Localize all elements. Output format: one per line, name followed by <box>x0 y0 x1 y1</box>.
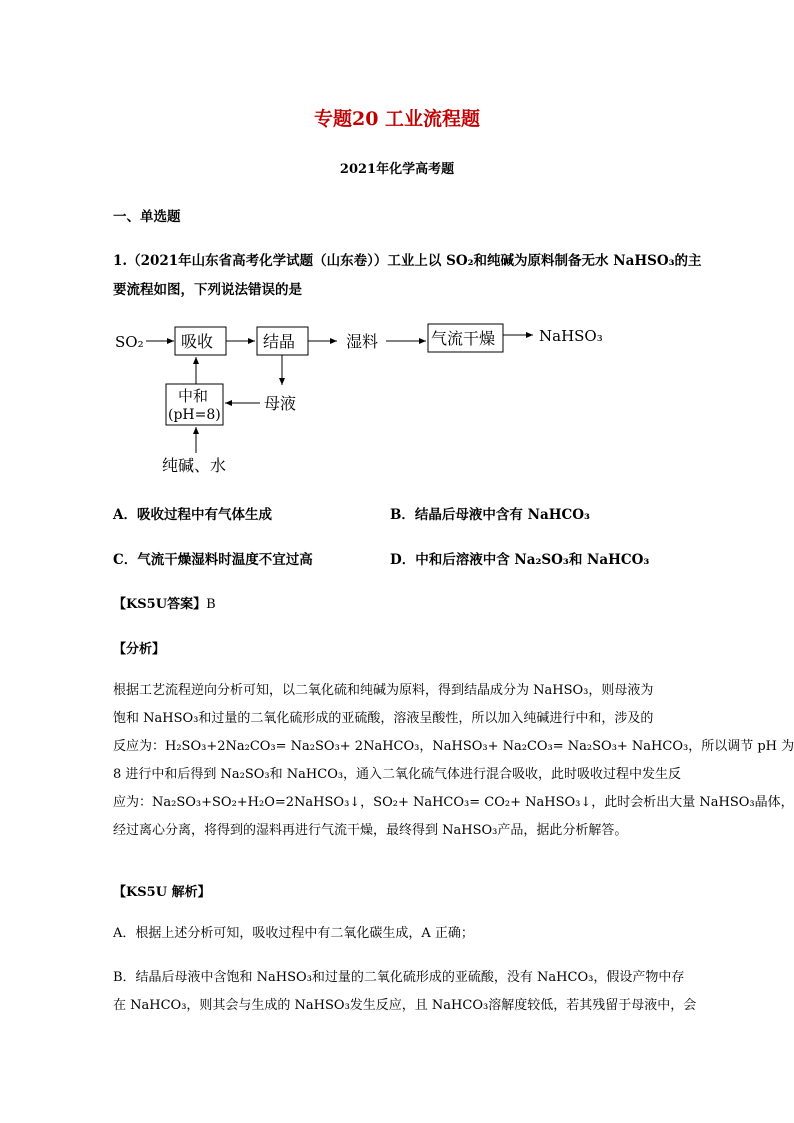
explanation-item-a: A．根据上述分析可知，吸收过程中有二氧化碳生成，A 正确； <box>113 926 474 941</box>
process-flow-diagram <box>110 315 630 480</box>
product-label: NaHSO₃ <box>539 327 603 345</box>
section-heading: 一、单选题 <box>113 209 181 225</box>
answer-value: B <box>206 597 216 612</box>
analysis-label: 【分析】 <box>113 642 166 657</box>
explanation-b-line: B．结晶后母液中含饱和 NaHSO₃和过量的二氧化硫形成的亚硫酸，没有 NaHCO₃，假设产物中存 <box>113 970 685 985</box>
analysis-line: 反应为：H₂SO₃+2Na₂CO₃= Na₂SO₃+ 2NaHCO₃，NaHSO₃+ Na₂CO₃= Na₂SO₃+ NaHCO₃，所以调节 pH 为 <box>113 739 794 754</box>
wet-material-label: 湿料 <box>346 332 379 351</box>
option-b: B．结晶后母液中含有 NaHCO₃ <box>390 507 590 523</box>
explanation-b-line: 在 NaHCO₃，则其会与生成的 NaHSO₃发生反应，且 NaHCO₃溶解度较低，若其残留于母液中，会 <box>113 998 697 1013</box>
question-line-1: 1.（2021年山东省高考化学试题（山东卷））工业上以 SO₂和纯碱为原料制备无水 NaHSO₃的主 <box>113 253 702 269</box>
ph-label: (pH=8) <box>168 407 221 423</box>
option-c: C．气流干燥湿料时温度不宜过高 <box>113 552 313 568</box>
answer-row <box>113 593 216 612</box>
absorb-label: 吸收 <box>181 332 214 351</box>
option-d: D．中和后溶液中含 Na₂SO₃和 NaHCO₃ <box>390 552 650 568</box>
analysis-block <box>113 677 794 845</box>
page-title: 专题20 工业流程题 <box>313 108 481 130</box>
explanation-item-b <box>113 964 696 1020</box>
analysis-line: 应为：Na₂SO₃+SO₂+H₂O=2NaHSO₃↓，SO₂+ NaHCO₃= CO₂+ NaHSO₃↓，此时会析出大量 NaHSO₃晶体， <box>113 795 794 810</box>
analysis-line: 经过离心分离，将得到的湿料再进行气流干燥，最终得到 NaHSO₃产品，据此分析解答。 <box>113 823 628 838</box>
airflow-dry-label: 气流干燥 <box>431 329 496 348</box>
so2-label: SO₂ <box>115 333 144 351</box>
answer-label: 【KS5U答案】 <box>113 597 207 612</box>
inputs-label: 纯碱、水 <box>162 456 227 475</box>
neutralize-label: 中和 <box>178 387 209 405</box>
analysis-line: 饱和 NaHSO₃和过量的二氧化硫形成的亚硫酸，溶液呈酸性，所以加入纯碱进行中和，涉及的 <box>113 711 654 726</box>
option-a: A．吸收过程中有气体生成 <box>113 507 272 523</box>
page-subtitle: 2021年化学高考题 <box>339 162 455 177</box>
analysis-line: 根据工艺流程逆向分析可知，以二氧化硫和纯碱为原料，得到结晶成分为 NaHSO₃，则母液为 <box>113 683 654 698</box>
explanation-label: 【KS5U 解析】 <box>113 885 211 900</box>
mother-liquor-label: 母液 <box>264 394 297 413</box>
analysis-line: 8 进行中和后得到 Na₂SO₃和 NaHCO₃，通入二氧化硫气体进行混合吸收，此时吸收过程中发生反 <box>113 767 682 782</box>
crystallize-label: 结晶 <box>263 332 296 351</box>
question-line-2: 要流程如图，下列说法错误的是 <box>113 282 302 298</box>
